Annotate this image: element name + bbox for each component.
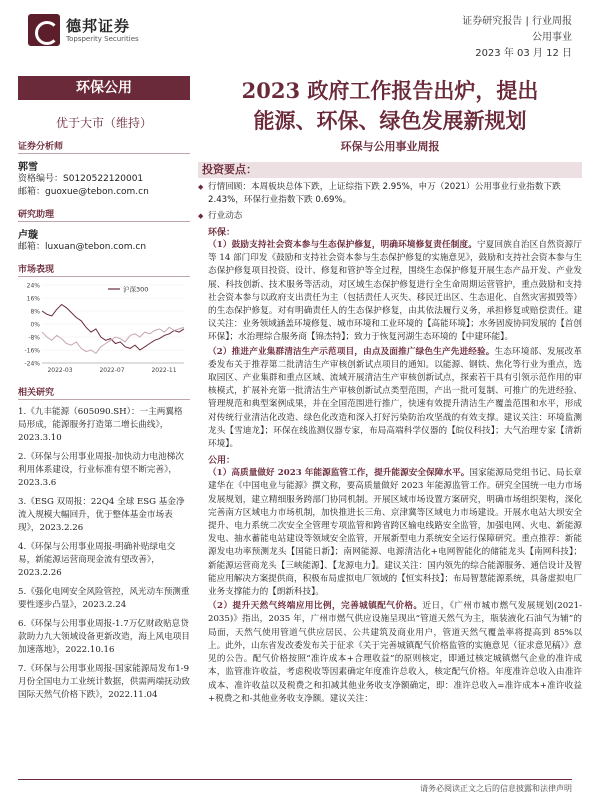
logo-name: 德邦证券 bbox=[66, 17, 131, 35]
related-item[interactable]: 3.《ESG 双周报：22Q4 全球 ESG 基金净流入规模大幅回升，优于整体基金市场表现》，2023.2.26 bbox=[18, 497, 185, 533]
util-paragraph-1-body: 国家能源局党组书记、局长章建华在《中国电业与能源》撰文称，要高质量做好 2023 年能源监管工作。研究全国统一电力市场发展规划，建立精细服务跨部门协同机制。开展区域市场设置方案研究，明确市场组织架构，深化完善南方区域电力市场机制，加快推进长三角、京津冀等区域电力市场建设。开展水电站大坝安全提升、电力系统二次安全全管理专项监管和跨省跨区输电线路安全监管，加强电网、火电、新能源发电、抽水蓄能电站建设等领域安全监管，开展新型电力系统安全运行保障研究。重点推荐：新能源发电功率预测龙头【国能日新】；南网能源、电源清洁化+电网智能化的储能龙头【南网科技】；新能源运营商龙头【三峡能源】、【龙源电力】。建议关注：国内领先的综合能源服务、通信设计及智能应用解决方案提供商，积极布局虚拟电厂领域的【恒实科技】；布局智慧能源系统，具备虚拟电厂业务支撑能力的【朗新科技】。 bbox=[208, 468, 582, 598]
report-type: 证券研究报告 | 行业周报 bbox=[462, 16, 572, 27]
dynamics-heading: ◆ 行业动态 bbox=[198, 210, 582, 223]
logo bbox=[28, 14, 168, 46]
report-title-line2: 能源、环保、绿色发展新规划 bbox=[253, 108, 527, 133]
related-item[interactable]: 2.《环保与公用事业周报-加快动力电池梯次利用体系建设，行业标准有望不断完善》，2023.3.6 bbox=[18, 452, 184, 488]
chart-ytick-label: 0% bbox=[30, 321, 40, 329]
related-item[interactable]: 7.《环保与公用事业周报-国家能源局发布1-9月份全国电力工业统计数据，供需两端抚动致国际天然气价格下跌》，2022.11.04 bbox=[18, 664, 190, 700]
chart-series-line bbox=[42, 305, 184, 351]
assistant-name: 卢璇 bbox=[18, 230, 38, 241]
chart-ytick-label: -8% bbox=[28, 334, 40, 342]
util-paragraph-1 bbox=[208, 467, 582, 599]
chart-series-line bbox=[42, 327, 184, 353]
logo-mark-icon bbox=[28, 14, 60, 46]
footer-divider bbox=[18, 779, 572, 780]
chart-ytick-label: -24% bbox=[24, 360, 40, 368]
analyst-section-heading: 证券分析师 bbox=[18, 139, 190, 154]
related-item[interactable]: 4.《环保与公用事业周报-明确补贴绿电交易，新能源运营商现金流有望改善》，2023.2.26 bbox=[18, 542, 176, 578]
footer-disclaimer: 请务必阅读正文之后的信息披露和法律声明 bbox=[420, 784, 572, 793]
env-paragraph-2 bbox=[208, 346, 582, 452]
util-heading: 公用： bbox=[208, 456, 236, 467]
env-paragraph-2-body: 生态环境部、发展改革委发布关于推荐第二批清洁生产审核创新试点项目的通知。以能源、钢铁、焦化等行业为重点，选取园区、产业集群和重点区域、流域开展清洁生产审核创新试点，探索若干具有引领示范作用的审核模式，扩展补充第一批清洁生产审核创新试点类型范围，产出一批可复制、可推广的先进经验、管理规范和典型案例成果，并在全国范围进行推广，快速有效提升清洁生产覆盖范围和水平，形成对传统行业清洁化改造、绿色化改造和深入打好污染防治攻坚战的有效支撑。建议关注：环境监测龙头【雪迪龙】；环保在线监测仪器专家，布局高端科学仪器的【皖仪科技】；大气治理专家【清新环境】。 bbox=[208, 346, 582, 450]
sidebar bbox=[18, 76, 190, 702]
env-heading: 环保： bbox=[208, 228, 236, 238]
chart-legend-label: 沪深300 bbox=[123, 285, 149, 294]
analyst-email[interactable]: 邮箱：guoxue@tebon.com.cn bbox=[18, 187, 149, 197]
env-paragraph-1 bbox=[208, 239, 582, 345]
report-sector: 公用事业 bbox=[532, 32, 572, 43]
chart-ytick-label: -16% bbox=[24, 347, 40, 355]
market-review: ◆ 行情回顾：本周板块总体下跌，上证综指下跌 2.95%，申万（2021）公用事业行业指数下跌 2.43%，环保行业指数下跌 0.69%。 bbox=[198, 181, 582, 207]
market-chart bbox=[18, 279, 190, 377]
key-points-heading: 投资要点： bbox=[198, 162, 582, 178]
util-paragraph-2 bbox=[208, 600, 582, 706]
chart-xtick-label: 2022-11 bbox=[151, 367, 177, 374]
report-date: 2023 年 03 月 12 日 bbox=[475, 48, 572, 59]
chart-ytick-label: 16% bbox=[26, 295, 40, 303]
assistant-section-heading: 研究助理 bbox=[18, 207, 190, 222]
report-title-line1: 2023 政府工作报告出炉，提出 bbox=[241, 78, 539, 103]
related-item[interactable]: 5.《强化电网安全风险管控，风光动车预测重要性逐步凸显》，2023.2.24 bbox=[18, 587, 190, 610]
chart-xtick-label: 2022-03 bbox=[47, 367, 73, 374]
env-paragraph-2-lead: （2）推进产业集群清洁生产示范项目，由点及面推广绿色生产先进经验。 bbox=[208, 346, 495, 357]
chart-ytick-label: 8% bbox=[30, 308, 40, 316]
util-paragraph-1-lead: （1）高质量做好 2023 年能源监管工作，提升能源安全保障水平。 bbox=[208, 468, 470, 479]
sector-label: 环保公用 bbox=[18, 76, 190, 100]
analyst-cert: 资格编号：S0120522120001 bbox=[18, 174, 144, 184]
env-paragraph-1-lead: （1）鼓励支持社会资本参与生态保护修复，明确环境修复责任制度。 bbox=[208, 240, 478, 250]
env-paragraph-1-body: 宁夏回族自治区自然资源厅等 14 部门印发《鼓励和支持社会资本参与生态保护修复的实施意见》，鼓励和支持社会资本参与生态保护修复项目投资、设计、修复和管护等全过程，围绕生态保护修复开展生态产品开发、产业发展、科技创新、技术服务等活动，对区域生态保护修复进行全生命周期运营管护，重点鼓励和支持社会资本参与以政府支出责任为主（包括责任人灭失、移民迁出区、生态退化、自然灾害损毁等）的生态保护修复。对有明确责任人的生态保护修复，由其依法履行义务，承担修复或赔偿责任。建议关注：业务领域涵盖环境修复、城市环境和工业环境的【高能环境】；水务固废协同发展的【首创环保】；水治理综合服务商【锦杰特】；致力于恢复河湖生态环境的【中建环能】。 bbox=[208, 240, 582, 343]
report-subtitle: 环保与公用事业周报 bbox=[340, 140, 440, 153]
util-paragraph-2-body: 近日，《广州市城市燃气发展规划(2021-2035)》指出，2035 年，广州市燃气供应设施呈现出“管道天然气为主，瓶装液化石油气为辅”的局面，天然气使用管道气供应居民、公共建筑及商业用户，管道天然气覆盖率将提高到 85%以上。此外，山东省发改委发布关于征求《关于完善城镇配气价格监管的实施意见（征求意见稿）》意见的公告。配气价格按照“准许成本+合理收益”的原则核定，即通过核定城镇燃气企业的准许成本，监管准许收益，考虑税收等因素确定年度准许总收入，核定配气价格。年度准许总收入由准许成本、准许收益以及税费之和扣减其他业务收支净额确定，即：准许总收入=准许成本+准许收益+税费之和-其他业务收支净额。建议关注： bbox=[208, 601, 582, 704]
market-chart-svg bbox=[18, 279, 190, 377]
analyst-name: 郭雪 bbox=[18, 162, 38, 173]
rating: 优于大市（维持） bbox=[55, 116, 152, 130]
related-section-heading: 相关研究 bbox=[18, 385, 190, 400]
related-item[interactable]: 1.《九丰能源（605090.SH）：一主两翼格局形成，能源服务打造第二增长曲线》，2023.3.10 bbox=[18, 407, 183, 443]
main-content bbox=[198, 76, 582, 706]
related-list bbox=[18, 406, 190, 702]
assistant-email[interactable]: 邮箱：luxuan@tebon.com.cn bbox=[18, 242, 147, 252]
related-item[interactable]: 6.《环保与公用事业周报-1.7万亿财政贴息贷款助力九大领域设备更新改造，海上风电项目加速落地》，2022.10.16 bbox=[18, 619, 190, 655]
report-meta bbox=[462, 14, 572, 62]
util-paragraph-2-lead: （2）提升天然气终端应用比例，完善城镇配气价格。 bbox=[208, 601, 423, 612]
market-section-heading: 市场表现 bbox=[18, 262, 190, 277]
logo-name-en: Topsperity Securities bbox=[66, 35, 139, 43]
chart-xtick-label: 2022-07 bbox=[99, 367, 125, 374]
chart-ytick-label: 24% bbox=[26, 282, 40, 290]
